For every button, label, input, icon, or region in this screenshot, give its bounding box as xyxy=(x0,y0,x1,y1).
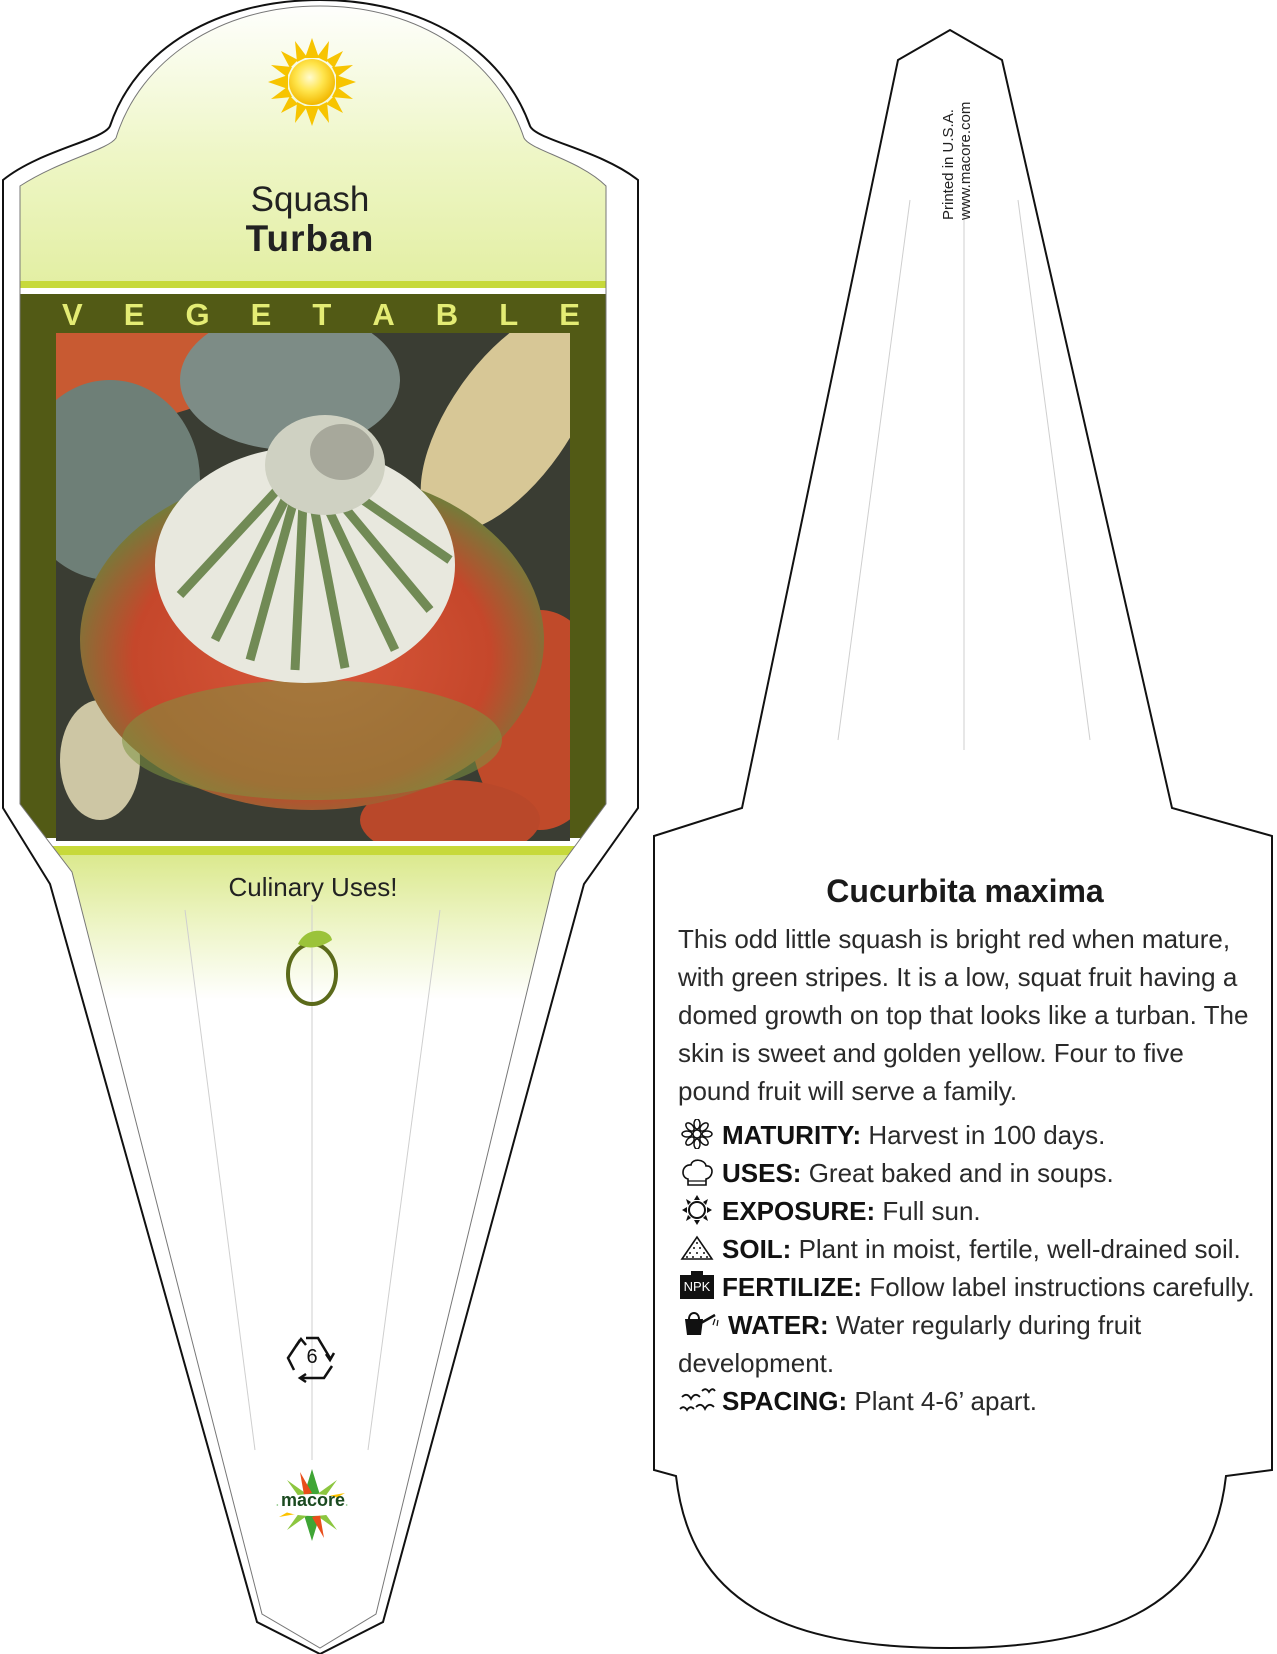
care-text: Great baked and in soups. xyxy=(801,1158,1114,1188)
category-letter: T xyxy=(312,297,332,332)
care-text: Water regularly during fruit development. xyxy=(678,1310,1142,1378)
common-name: Squash xyxy=(250,180,370,219)
sun-icon xyxy=(268,38,356,126)
care-fertilize xyxy=(678,1268,1258,1306)
care-text: Plant 4-6’ apart. xyxy=(847,1386,1038,1416)
care-exposure xyxy=(678,1192,1258,1230)
care-text: Harvest in 100 days. xyxy=(861,1120,1106,1150)
flower-icon xyxy=(678,1119,716,1149)
care-label: FERTILIZE: xyxy=(722,1272,863,1302)
category-letter: B xyxy=(435,297,459,332)
care-soil xyxy=(678,1230,1258,1268)
npk-label: NPK xyxy=(683,1279,711,1294)
printed-in: Printed in U.S.A. xyxy=(940,109,957,220)
watering-can-icon xyxy=(678,1309,722,1339)
category-letter: E xyxy=(559,297,580,332)
care-text: Follow label instructions carefully. xyxy=(862,1272,1255,1302)
category-letter: A xyxy=(372,297,395,332)
category-letter: V xyxy=(62,297,83,332)
botanical-name: Cucurbita maxima xyxy=(826,873,1104,909)
sun-outline-icon xyxy=(678,1195,716,1225)
care-text: Plant in moist, fertile, well-drained soil. xyxy=(791,1234,1241,1264)
printer-note xyxy=(940,50,974,220)
care-label: MATURITY: xyxy=(722,1120,862,1150)
care-text: Full sun. xyxy=(875,1196,981,1226)
chef-hat-icon xyxy=(678,1157,716,1187)
care-label: USES: xyxy=(722,1158,802,1188)
category-band xyxy=(22,297,606,333)
brand-name: macore xyxy=(280,1490,346,1510)
variety-name: Turban xyxy=(245,218,375,259)
care-label: EXPOSURE: xyxy=(722,1196,876,1226)
care-maturity xyxy=(678,1116,1258,1154)
care-label: SPACING: xyxy=(722,1386,848,1416)
category-letter: G xyxy=(185,297,210,332)
spacing-birds-icon xyxy=(678,1385,716,1415)
care-spacing xyxy=(678,1382,1258,1420)
care-label: SOIL: xyxy=(722,1234,792,1264)
care-uses xyxy=(678,1154,1258,1192)
category-letter: E xyxy=(123,297,145,332)
category-letter: E xyxy=(250,297,272,332)
soil-icon xyxy=(678,1233,716,1263)
npk-icon xyxy=(678,1271,716,1301)
tagline: Culinary Uses! xyxy=(228,872,398,902)
squash-photo xyxy=(0,279,634,860)
recycle-number: 6 xyxy=(306,1346,318,1368)
description: This odd little squash is bright red when mature, with green stripes. It is a low, squat fruit having a domed growth on top that looks like a turban. The skin is sweet and golden yellow. Four to five pound fruit will serve a family. xyxy=(678,924,1249,1106)
care-water xyxy=(678,1306,1258,1382)
website: www.macore.com xyxy=(957,101,974,220)
care-label: WATER: xyxy=(728,1310,829,1340)
category-letter: L xyxy=(499,297,519,332)
